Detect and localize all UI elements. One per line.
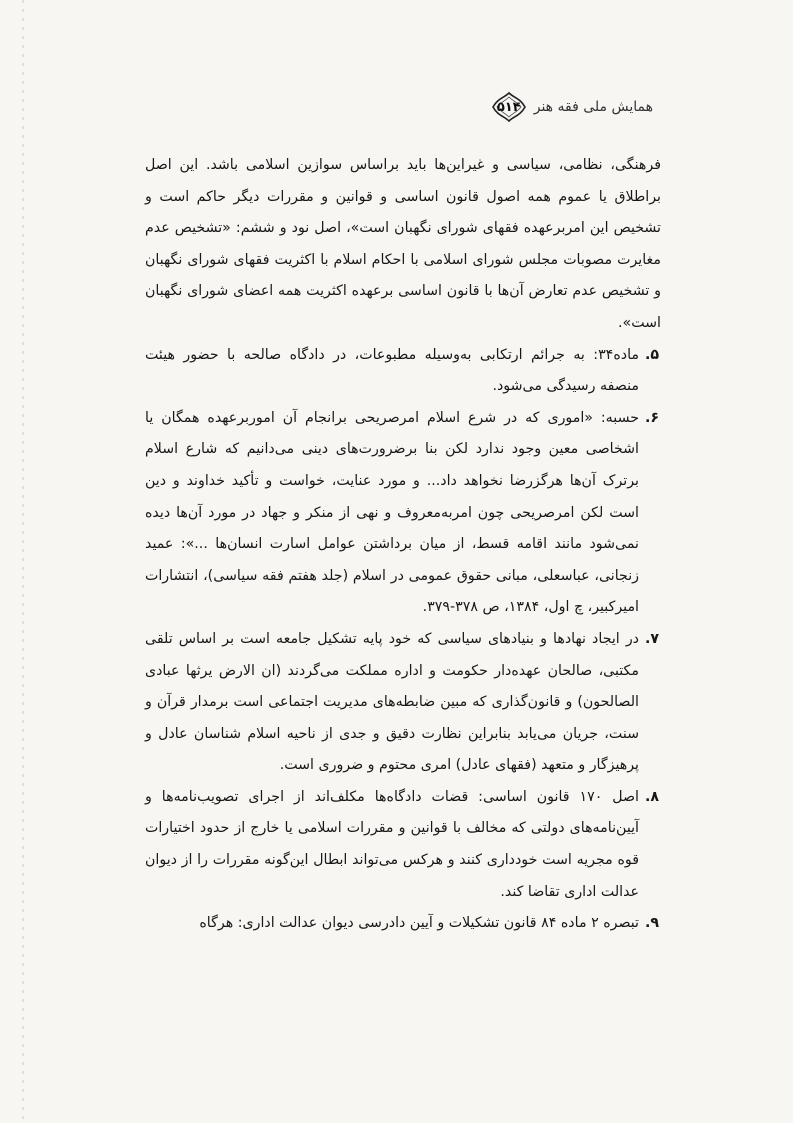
footnote-text: ماده۳۴: به جرائم ارتکابی به‌وسیله مطبوعات، در دادگاه صالحه با حضور هیئت منصفه رسیدگی می‌شود. bbox=[145, 346, 639, 395]
footnote-text: حسبه: «اموری که در شرع اسلام امرصریحی برانجام آن اموربرعهده همگان یا اشخاصی معین وجود ندارد لکن بنا برضرورت‌های دینی می‌دانیم که شارع اسلام برترک آن‌ها هرگزرضا نخواهد داد... و مورد عنایت، خواست و تأکید خداوند و دین است لکن امرصریحی چون امربه‌معروف و نهی از منکر و جهاد در مورد آن‌ها دیده نمی‌شود مانند اقامه قسط، از میان برداشتن عوامل اسارت انسان‌ها ...»: عمید زنجانی، عباسعلی، مبانی حقوق عمومی در اسلام (جلد هفتم فقه سیاسی)، انتشارات امیرکبیر، چ اول، ۱۳۸۴، ص ۳۷۸-۳۷۹. bbox=[145, 409, 639, 616]
footnote-number: ۸. bbox=[644, 788, 659, 805]
page-number-badge bbox=[492, 92, 526, 122]
page-number: ۵۱۴ bbox=[496, 99, 521, 115]
footnote-text: در ایجاد نهادها و بنیادهای سیاسی که خود پایه تشکیل جامعه است بر اساس تلقی مکتبی، صالحان عهده‌دار حکومت و اداره مملکت می‌گردند (ان الارض یرثها عبادی الصالحون) و قانون‌گذاری که مبین ضابطه‌های مدیریت اجتماعی است برمدار قرآن و سنت، جریان می‌یابد بنابراین نظارت دقیق و جدی از ناحیه اسلام شناسان عادل و پرهیزگار و متعهد (فقهای عادل) امری محتوم و ضروری است. bbox=[145, 630, 639, 774]
page-header bbox=[492, 92, 653, 122]
footnotes-body bbox=[145, 150, 661, 940]
scan-binding-edge bbox=[22, 0, 24, 1123]
footnote-item bbox=[145, 624, 661, 782]
footnote-number: ۷. bbox=[644, 630, 659, 647]
footnote-text: اصل ۱۷۰ قانون اساسی: قضات دادگاه‌ها مکلف‌اند از اجرای تصویب‌نامه‌ها و آیین‌نامه‌های دولتی که مخالف با قوانین و مقررات اسلامی یا خارج از حدود اختیارات قوه مجریه است خودداری کنند و هرکس می‌تواند ابطال این‌گونه مقررات را از دیوان عدالت اداری تقاضا کند. bbox=[145, 788, 639, 900]
footnote-item bbox=[145, 403, 661, 624]
footnote-item bbox=[145, 908, 661, 940]
footnote-item bbox=[145, 782, 661, 908]
footnote-number: ۹. bbox=[644, 915, 659, 932]
continuation-paragraph: فرهنگی، نظامی، سیاسی و غیراین‌ها باید براساس سوازین اسلامی باشد. این اصل براطلاق یا عموم همه اصول قانون اساسی و قوانین و مقررات دیگر حاکم است و تشخیص این امربرعهده فقهای شورای نگهبان است»، اصل نود و ششم: «تشخیص عدم مغایرت مصوبات مجلس شورای اسلامی با احکام اسلام با اکثریت فقهای شورای نگهبان و تشخیص عدم تعارض آن‌ها با قانون اساسی برعهده اکثریت همه اعضای شورای نگهبان است». bbox=[145, 157, 661, 331]
footnote-number: ۵. bbox=[644, 346, 659, 363]
footnote-text: تبصره ۲ ماده ۸۴ قانون تشکیلات و آیین دادرسی دیوان عدالت اداری: هرگاه bbox=[199, 915, 639, 932]
footnote-item bbox=[145, 340, 661, 403]
footnote-number: ۶. bbox=[644, 409, 659, 426]
running-head: همایش ملی فقه هنر bbox=[533, 99, 653, 115]
